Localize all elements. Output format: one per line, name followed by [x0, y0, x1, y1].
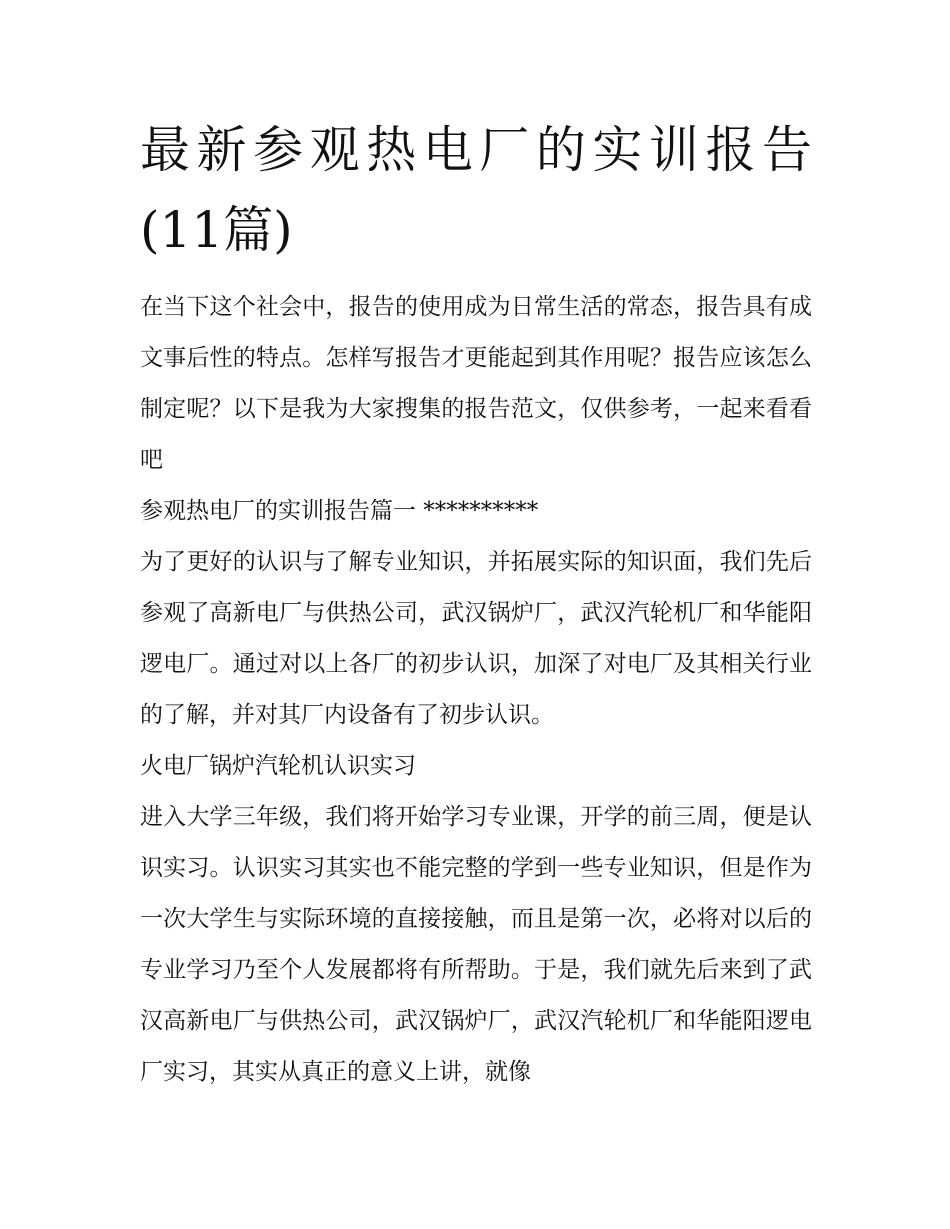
- body-paragraph-2: 进入大学三年级，我们将开始学习专业课，开学的前三周，便是认识实习。认识实习其实也不能完整的学到一些专业知识，但是作为一次大学生与实际环境的直接接触，而且是第一次，必将对以后的专业学习乃至个人发展都将有所帮助。于是，我们就先后来到了武汉高新电厂与供热公司，武汉锅炉厂，武汉汽轮机厂和华能阳逻电厂实习，其实从真正的意义上讲，就像: [140, 804, 812, 1085]
- intro-paragraph: 在当下这个社会中，报告的使用成为日常生活的常态，报告具有成文事后性的特点。怎样写报告才更能起到其作用呢？报告应该怎么制定呢？以下是我为大家搜集的报告范文，仅供参考，一起来看看吧: [140, 294, 812, 473]
- sub-heading: 火电厂锅炉汽轮机认识实习: [140, 753, 416, 779]
- document-page: [140, 110, 812, 1098]
- body-paragraph-1: 为了更好的认识与了解专业知识，并拓展实际的知识面，我们先后参观了高新电厂与供热公司，武汉锅炉厂，武汉汽轮机厂和华能阳逻电厂。通过对以上各厂的初步认识，加深了对电厂及其相关行业的了解，并对其厂内设备有了初步认识。: [140, 549, 812, 728]
- document-title: 最新参观热电厂的实训报告(11篇): [140, 121, 812, 259]
- section-heading: 参观热电厂的实训报告篇一 **********: [140, 498, 539, 524]
